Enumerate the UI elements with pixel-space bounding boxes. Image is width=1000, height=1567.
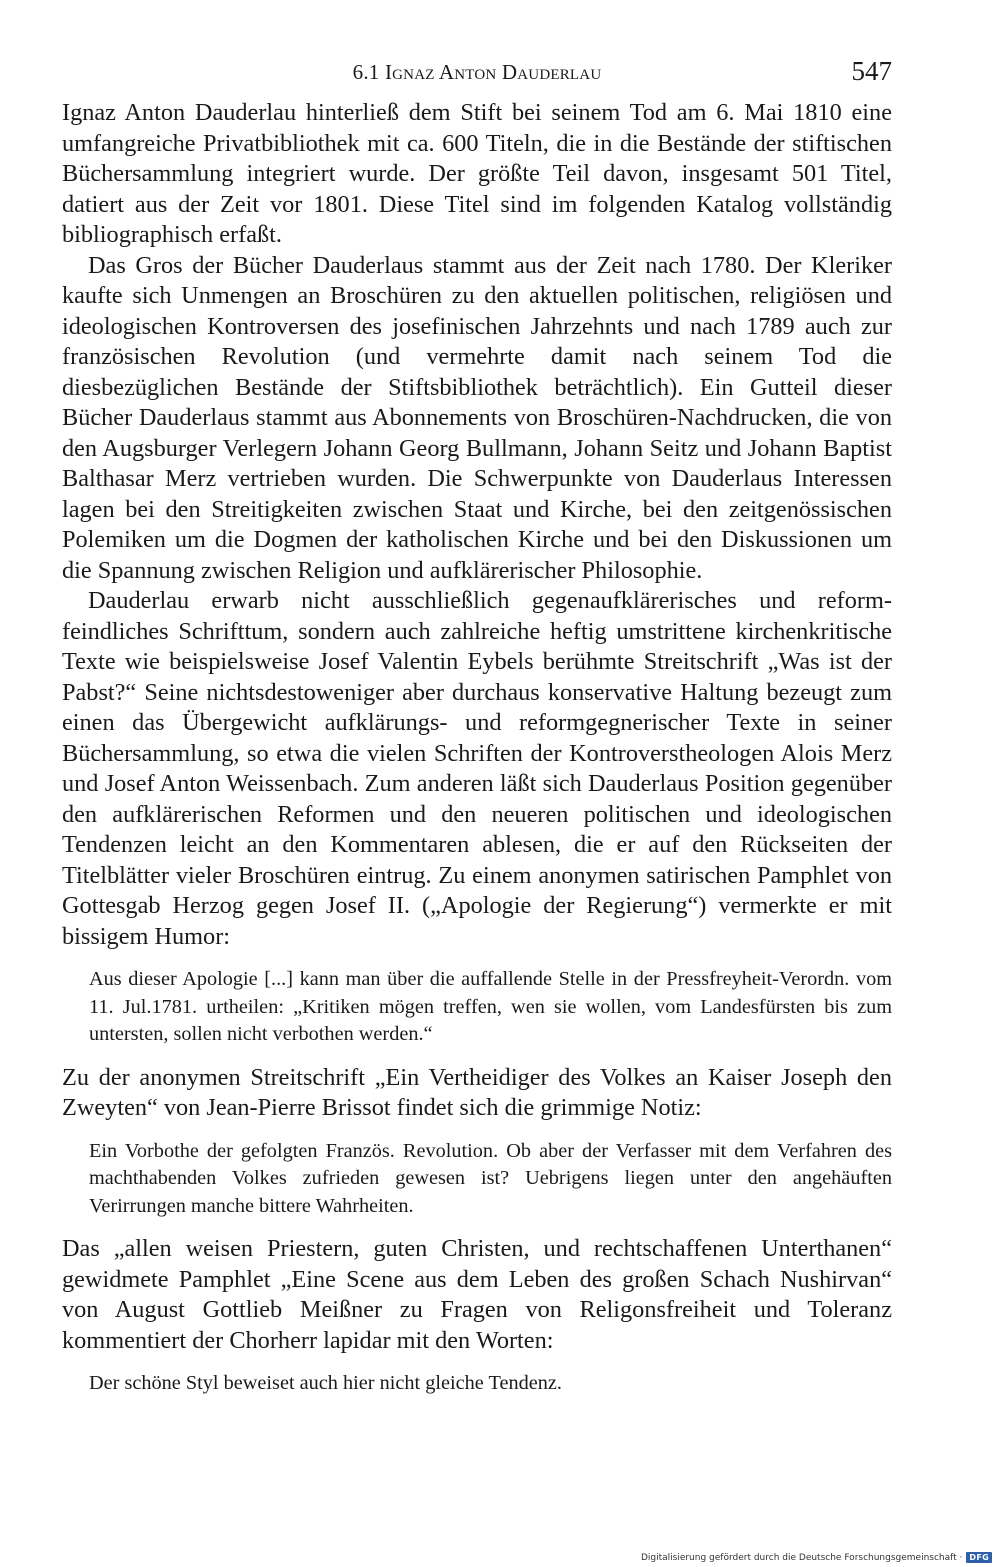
block-quote [89, 966, 892, 1049]
block-quote [89, 1138, 892, 1221]
block-quote [89, 1370, 892, 1398]
body-text [62, 1063, 892, 1124]
paragraph: Ignaz Anton Dauderlau hinterließ dem Stift bei seinem Tod am 6. Mai 1810 eine umfangreiche Privatbibliothek mit ca. 600 Titeln, die in die Bestände der stiftischen Büchersammlung integriert wurde. Der größte Teil davon, insgesamt 501 Titel, datiert aus der Zeit vor 1801. Diese Titel sind im folgenden Katalog vollständig bibliographisch erfaßt. [62, 99, 892, 248]
running-title: 6.1 Ignaz Anton Dauderlau [352, 60, 602, 84]
quote-text: Ein Vorbothe der gefolgten Französ. Revolution. Ob aber der Verfasser mit dem Verfahren des machthabenden Volkes zufrieden gewesen ist? Uebrigens liegen unter den angehäuften Verirrungen manche bittere Wahrheiten. [89, 1139, 892, 1217]
book-page [62, 58, 892, 1412]
paragraph: Das „allen weisen Priestern, guten Christen, und rechtschaffenen Unterthanen“ gewidmete Pamphlet „Eine Scene aus dem Leben des großen Schach Nushirvan“ von August Gottlieb Meißner zu Fragen von Religonsfreiheit und Toleranz kommentiert der Chorherr lapidar mit den Worten: [62, 1235, 892, 1354]
paragraph: Dauderlau erwarb nicht ausschließlich gegenaufklärerisches und reformfeindliches Schrifttum, sondern auch zahlreiche heftig umstrittene kirchenkritische Texte wie beispielsweise Josef Valentin Eybels berühmte Streitschrift „Was ist der Pabst?“ Seine nichtsdestoweniger aber durchaus konservative Haltung bezeugt zum einen das Übergewicht aufklärungs- und reformgegnerischer Texte in seiner Büchersammlung, so etwa die vielen Schriften der Kontroverstheologen Alois Merz und Josef Anton Weissenbach. Zum anderen läßt sich Dauderlaus Position gegenüber den aufklärerischen Reformen und den neueren politischen und ideologischen Tendenzen leicht an den Kommentaren ablesen, die er auf den Rückseiten der Titelblätter vieler Broschüren eintrug. Zu einem anonymen satirischen Pamphlet von Gottesgab Herzog gegen Josef II. („Apologie der Regierung“) vermerkte er mit bissigem Humor: [62, 587, 892, 950]
page-number: 547 [851, 56, 892, 86]
paragraph: Zu der anonymen Streitschrift „Ein Vertheidiger des Volkes an Kaiser Joseph den Zweyten“ von Jean-Pierre Brissot findet sich die grimmige Notiz: [62, 1063, 892, 1121]
body-text [62, 98, 892, 952]
digitization-footer [641, 1552, 992, 1563]
dfg-logo-icon: DFG [966, 1552, 992, 1563]
quote-text: Der schöne Styl beweiset auch hier nicht gleiche Tendenz. [89, 1372, 562, 1394]
body-text [62, 1234, 892, 1356]
paragraph: Das Gros der Bücher Dauderlaus stammt aus der Zeit nach 1780. Der Kleriker kaufte sich Unmengen an Broschüren zu den aktuellen politischen, religiösen und ideologischen Kontroversen des josefinischen Jahrzehnts und nach 1789 auch zur französischen Revolution (und vermehrte damit nach seinem Tod die diesbezüglichen Bestände der Stiftsbibliothek beträchtlich). Ein Gutteil dieser Bücher Dauderlaus stammt aus Abonnements von Broschüren-Nachdrucken, die von den Augsburger Verlegern Johann Georg Bullmann, Johann Seitz und Johann Baptist Balthasar Merz vertrieben wurden. Die Schwerpunkte von Dauderlaus Interessen lagen bei den Streitigkeiten zwischen Staat und Kirche, bei den zeitgenössischen Polemiken um die Dogmen der katholischen Kirche und bei den Diskussionen um die Spannung zwischen Religion und aufklärerischer Philosophie. [62, 251, 892, 584]
running-head [62, 58, 892, 98]
footer-text: Digitalisierung gefördert durch die Deutsche Forschungsgemeinschaft · [640, 1552, 963, 1563]
quote-text: Aus dieser Apologie [...] kann man über die auffallende Stelle in der Pressfreyheit-Verordn. vom 11. Jul.1781. urtheilen: „Kritiken mögen treffen, wen sie wollen, vom Landesfürsten bis zum untersten, sollen nicht verbothen werden.“ [89, 968, 892, 1045]
